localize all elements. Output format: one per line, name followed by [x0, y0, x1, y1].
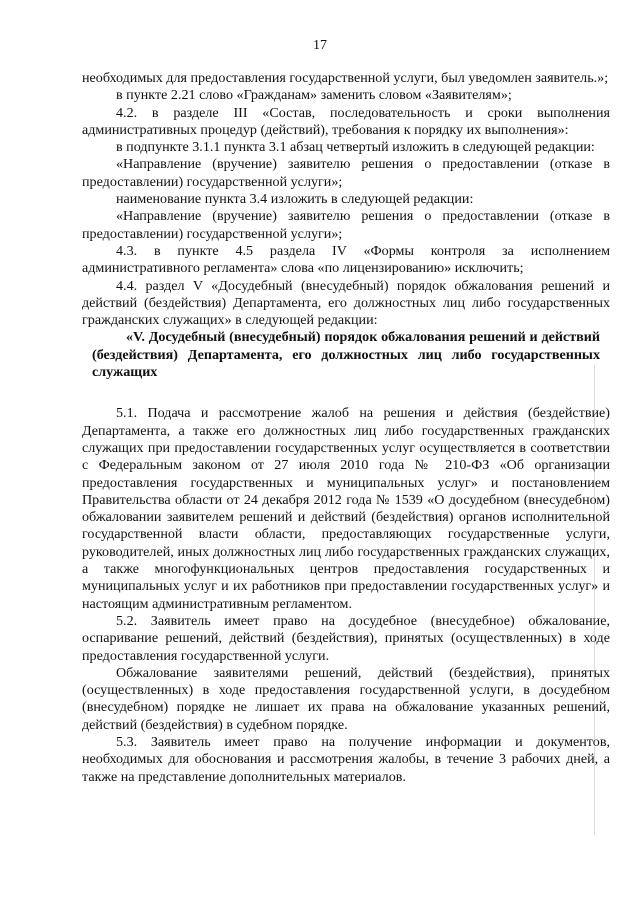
- spacer: [82, 381, 610, 405]
- paragraph: «Направление (вручение) заявителю решения о предоставлении (отказе в предоставлении) государственной услуги»;: [82, 156, 610, 190]
- scan-artifact: [594, 365, 595, 835]
- paragraph: 5.2. Заявитель имеет право на досудебное (внесудебное) обжалование, оспаривание решений, действий (бездействия), принятых (осуществленных) в ходе предоставления государственной услуги.: [82, 612, 610, 664]
- paragraph: 4.3. в пункте 4.5 раздела IV «Формы контроля за исполнением административного регламента» слова «по лицензированию» исключить;: [82, 242, 610, 277]
- section-heading: «V. Досудебный (внесудебный) порядок обжалования решений и действий (бездействия) Департамента, его должностных лиц либо государственных служащих: [92, 329, 600, 381]
- document-body: [82, 70, 610, 786]
- paragraph: 5.1. Подача и рассмотрение жалоб на решения и действия (бездействие) Департамента, а также его должностных лиц либо государственных гражданских служащих при предоставлении государственных услуг осуществляется в соответствии с Федеральным законом от 27 июля 2010 года № 210-ФЗ «Об организации предоставления государственных и муниципальных услуг» и постановлением Правительства области от 24 декабря 2012 года № 1539 «О досудебном (внесудебном) обжаловании заявителем решений и действий (бездействия) органов исполнительной государственной власти области, предоставляющих государственные услуги, руководителей, иных должностных лиц либо государственных гражданских служащих, а также многофункциональных центров предоставления государственных и муниципальных услуг и их работников при предоставлении государственных услуг» и настоящим административным регламентом.: [82, 405, 610, 612]
- paragraph: 4.4. раздел V «Досудебный (внесудебный) порядок обжалования решений и действий (бездействия) Департамента, его должностных лиц либо государственных гражданских служащих» в следующей редакции:: [82, 277, 610, 329]
- paragraph: 4.2. в разделе III «Состав, последовательность и сроки выполнения административных процедур (действий), требования к порядку их выполнения»:: [82, 104, 610, 138]
- paragraph: 5.3. Заявитель имеет право на получение информации и документов, необходимых для обоснования и рассмотрения жалобы, в течение 3 рабочих дней, а также на представление дополнительных материалов.: [82, 733, 610, 785]
- paragraph: в подпункте 3.1.1 пункта 3.1 абзац четвертый изложить в следующей редакции:: [116, 139, 595, 156]
- paragraph: в пункте 2.21 слово «Гражданам» заменить словом «Заявителям»;: [116, 87, 512, 104]
- paragraph: необходимых для предоставления государственной услуги, был уведомлен заявитель.»;: [82, 70, 609, 86]
- paragraph: Обжалование заявителями решений, действий (бездействия), принятых (осуществленных) в ходе предоставления государственной услуги, в досудебном (внесудебном) порядке не лишает их права на обжалование указанных решений, действий (бездействия) в судебном порядке.: [82, 664, 610, 733]
- page-number: 17: [313, 38, 327, 53]
- paragraph: «Направление (вручение) заявителю решения о предоставлении (отказе в предоставлении) государственной услуги»;: [82, 208, 610, 242]
- paragraph: наименование пункта 3.4 изложить в следующей редакции:: [116, 191, 474, 208]
